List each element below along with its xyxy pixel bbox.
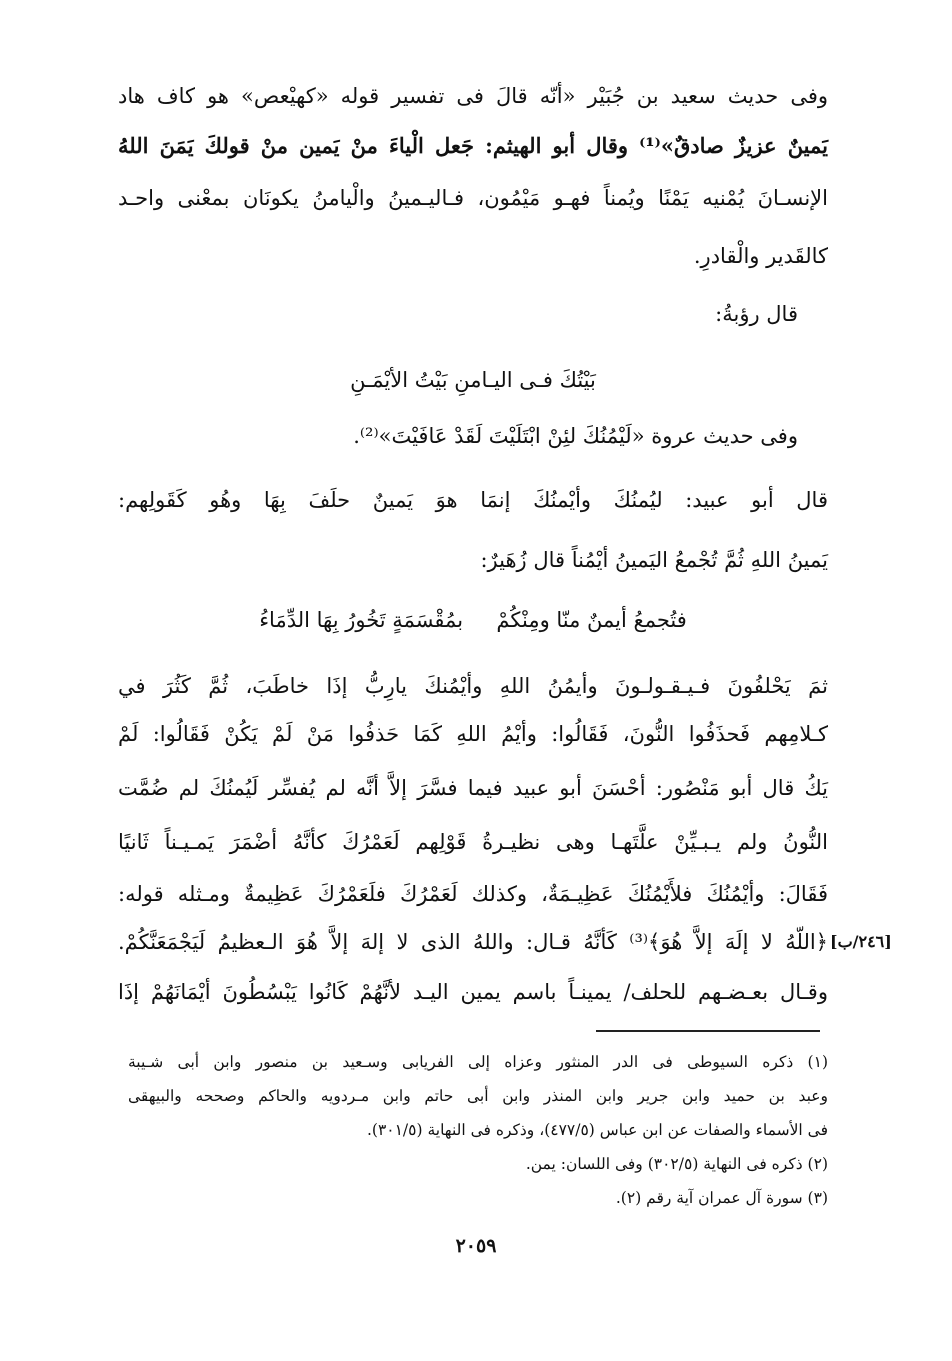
footnote-divider <box>596 1030 820 1032</box>
text-line: الإنسـانَ يُمْنيه يَمْنًا ويُمناً فهـو مَيْمُون، فـاليـمينُ والْيامنُ يكونَان بمعْنى واحـد <box>118 186 828 210</box>
text-line: وقـال بعـضـهم للحلف/ يمينـاً باسم يمين اليـد لأنَّهُمْ كَانُوا يَبْسُطُونَ أيْمَانَهُمْ إذَا <box>118 980 828 1004</box>
footnote-line: (٣) سورة آل عمران آية رقم (٢). <box>615 1189 828 1207</box>
verse-line: بَيْتُكَ فـى اليـامنِ بَيْتُ الأيْمَـنِ <box>350 368 596 392</box>
text-line <box>118 922 828 962</box>
folio-marker: [٢٤٦/ب] <box>830 932 892 951</box>
page-number: ٢٠٥٩ <box>455 1235 497 1257</box>
text-line: قال رؤبةُ: <box>715 302 798 326</box>
text-line: وفى حديث سعيد بن جُبَيْر «أنّه قالَ فى تفسير قوله «كهيْعص» هو كاف هاد <box>118 84 828 108</box>
text-line: النُّونُ ولم يـبـيِّنْ علَّتَهـا وهى نظيـرةُ قَوْلِهم لَعَمْرُكَ كأنَّهُ أضْمَرَ يَمـيـناً ثَانيًا <box>118 830 828 854</box>
text-line: كالقَدير والْقادرِ. <box>693 244 828 268</box>
text-line: ثمَ يَحْلفُونَ فـيـقـولـونَ وأيمُنُ اللهِ وأيْمُنكَ يارِبُّ إذَا خاطَبَ، ثُمَّ كَثُرَ في <box>118 674 828 698</box>
text-line: كـلامِهم فَحذَفُوا النُّونَ، فَقَالُوا: وأيْمُ اللهِ كَمَا حَذفُوا مَنْ لَمْ يَكُنْ فَقَالُوا: لَمْ <box>118 722 828 746</box>
text-line-content: ﴿اللّهُ لا إلَهَ إلاَّ هُوَ﴾⁽³⁾ كَأنَّهُ قـال: واللهُ الذى لا إلهَ إلاَّ هُوَ الـعظيمُ لَيَجْمَعَنَّكُمْ. <box>118 930 828 954</box>
footnote-line: فى الأسماء والصفات عن ابن عباس (٤٧٧/٥)، وذكره فى النهاية (٣٠١/٥). <box>366 1121 828 1139</box>
text-line: فَقَالَ: وأيْمُنُكَ فلأَيْمُنُكَ عَظِيـمَةٌ، وكذلك لَعَمْرُكَ فلَعَمْرُكَ عَظِيمةٌ ومـثله قوله: <box>118 882 828 906</box>
main-text <box>118 0 828 1030</box>
text-line: يَمينُ اللهِ ثُمَّ تُجْمعُ اليَمينُ أيْمُناً قال زُهَيرٌ: <box>480 548 828 572</box>
text-line: يَكُ قال أبو مَنْصُور: أحْسَنَ أبو عبيد فيما فسَّرَ إلاَّ أنَّه لم يُفسِّر لَيُمنُكَ لم ضُمَّت <box>118 776 828 800</box>
text-line: وفى حديث عروة «لَيْمُنُكَ لئِنْ ابْتَلَيْتَ لَقَدْ عَافَيْتَ»⁽²⁾. <box>353 424 798 448</box>
footnote-line: (٢) ذكره فى النهاية (٣٠٢/٥) وفى اللسان: يمن. <box>525 1155 828 1173</box>
text-line: يَمينٌ عزيزٌ صادقٌ»⁽¹⁾ وقال أبو الهيثم: جَعل الْياءَ منْ يَمين منْ قولكَ يَمَنَ اللهُ <box>118 133 829 158</box>
text-line: قال أبو عبيد: ليُمنُكَ وأيْمنُكَ إنمَا هوَ يَمينٌ حلَفَ بِهَا وهُو كَقَولِهم: <box>118 488 828 512</box>
verse-line: فتُجمعُ أيمنٌ منّا ومِنْكُمْ بمُقْسَمَةٍ تَخُورُ بِهَا الدِّمَاءُ <box>259 608 687 632</box>
footnote-line: وعبد بن حميد وابن جرير وابن المنذر وابن أبى حاتم وابن مـردويه والحاكم وصححه والبيهقى <box>128 1087 828 1105</box>
footnote-line: (١) ذكره السيوطى فى الدر المنثور وعزاه إلى الفريابى وسـعيد بن منصور وابن أبى شـيبة <box>128 1053 828 1071</box>
